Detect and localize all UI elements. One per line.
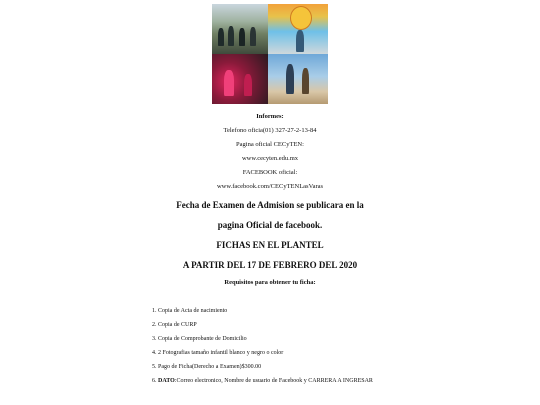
exam-announcement-line1: Fecha de Examen de Admision se publicara en la <box>176 200 364 210</box>
photo-collage <box>212 4 328 104</box>
requirement-item: 5. Pago de Ficha(Derecho a Examen)$300.00 <box>152 364 262 370</box>
requirement-item: 3. Copia de Comprobante de Domicilio <box>152 336 247 342</box>
requirement-item: 4. 2 Fotografias tamaño infantil blanco y negro o color <box>152 350 284 356</box>
website-label: Pagina oficial CECyTEN: <box>236 141 304 148</box>
facebook-link[interactable]: www.facebook.com/CECyTENLasVaras <box>216 183 324 190</box>
facebook-label: FACEBOOK oficial: <box>242 169 298 176</box>
requirement-item-6-bold: DATO <box>158 378 175 384</box>
fichas-heading: FICHAS EN EL PLANTEL <box>216 240 324 250</box>
fichas-date: A PARTIR DEL 17 DE FEBRERO DEL 2020 <box>182 260 358 270</box>
photo-parade <box>212 4 268 54</box>
photo-balloon <box>268 4 328 54</box>
phone-text: Telefono oficia(01) 327-27-2-13-84 <box>223 127 317 134</box>
website-link[interactable]: www.cecyten.edu.mx <box>241 155 299 162</box>
requirement-item-6-rest: :Correo electronico, Nombre de usuario de Facebook y CARRERA A INGRESAR <box>174 378 373 384</box>
requirement-item-6 <box>152 378 373 384</box>
requirement-item: 2. Copia de CURP <box>152 322 197 328</box>
photo-dance <box>212 54 268 104</box>
requirement-item-6-prefix: 6. <box>152 378 158 384</box>
photo-sports <box>268 54 328 104</box>
contact-heading: Informes: <box>256 113 284 120</box>
exam-announcement-line2: pagina Oficial de facebook. <box>217 220 323 230</box>
requirement-item: 1. Copia de Acta de nacimiento <box>152 308 228 314</box>
requirements-heading: Requisitos para obtener tu ficha: <box>224 279 316 286</box>
